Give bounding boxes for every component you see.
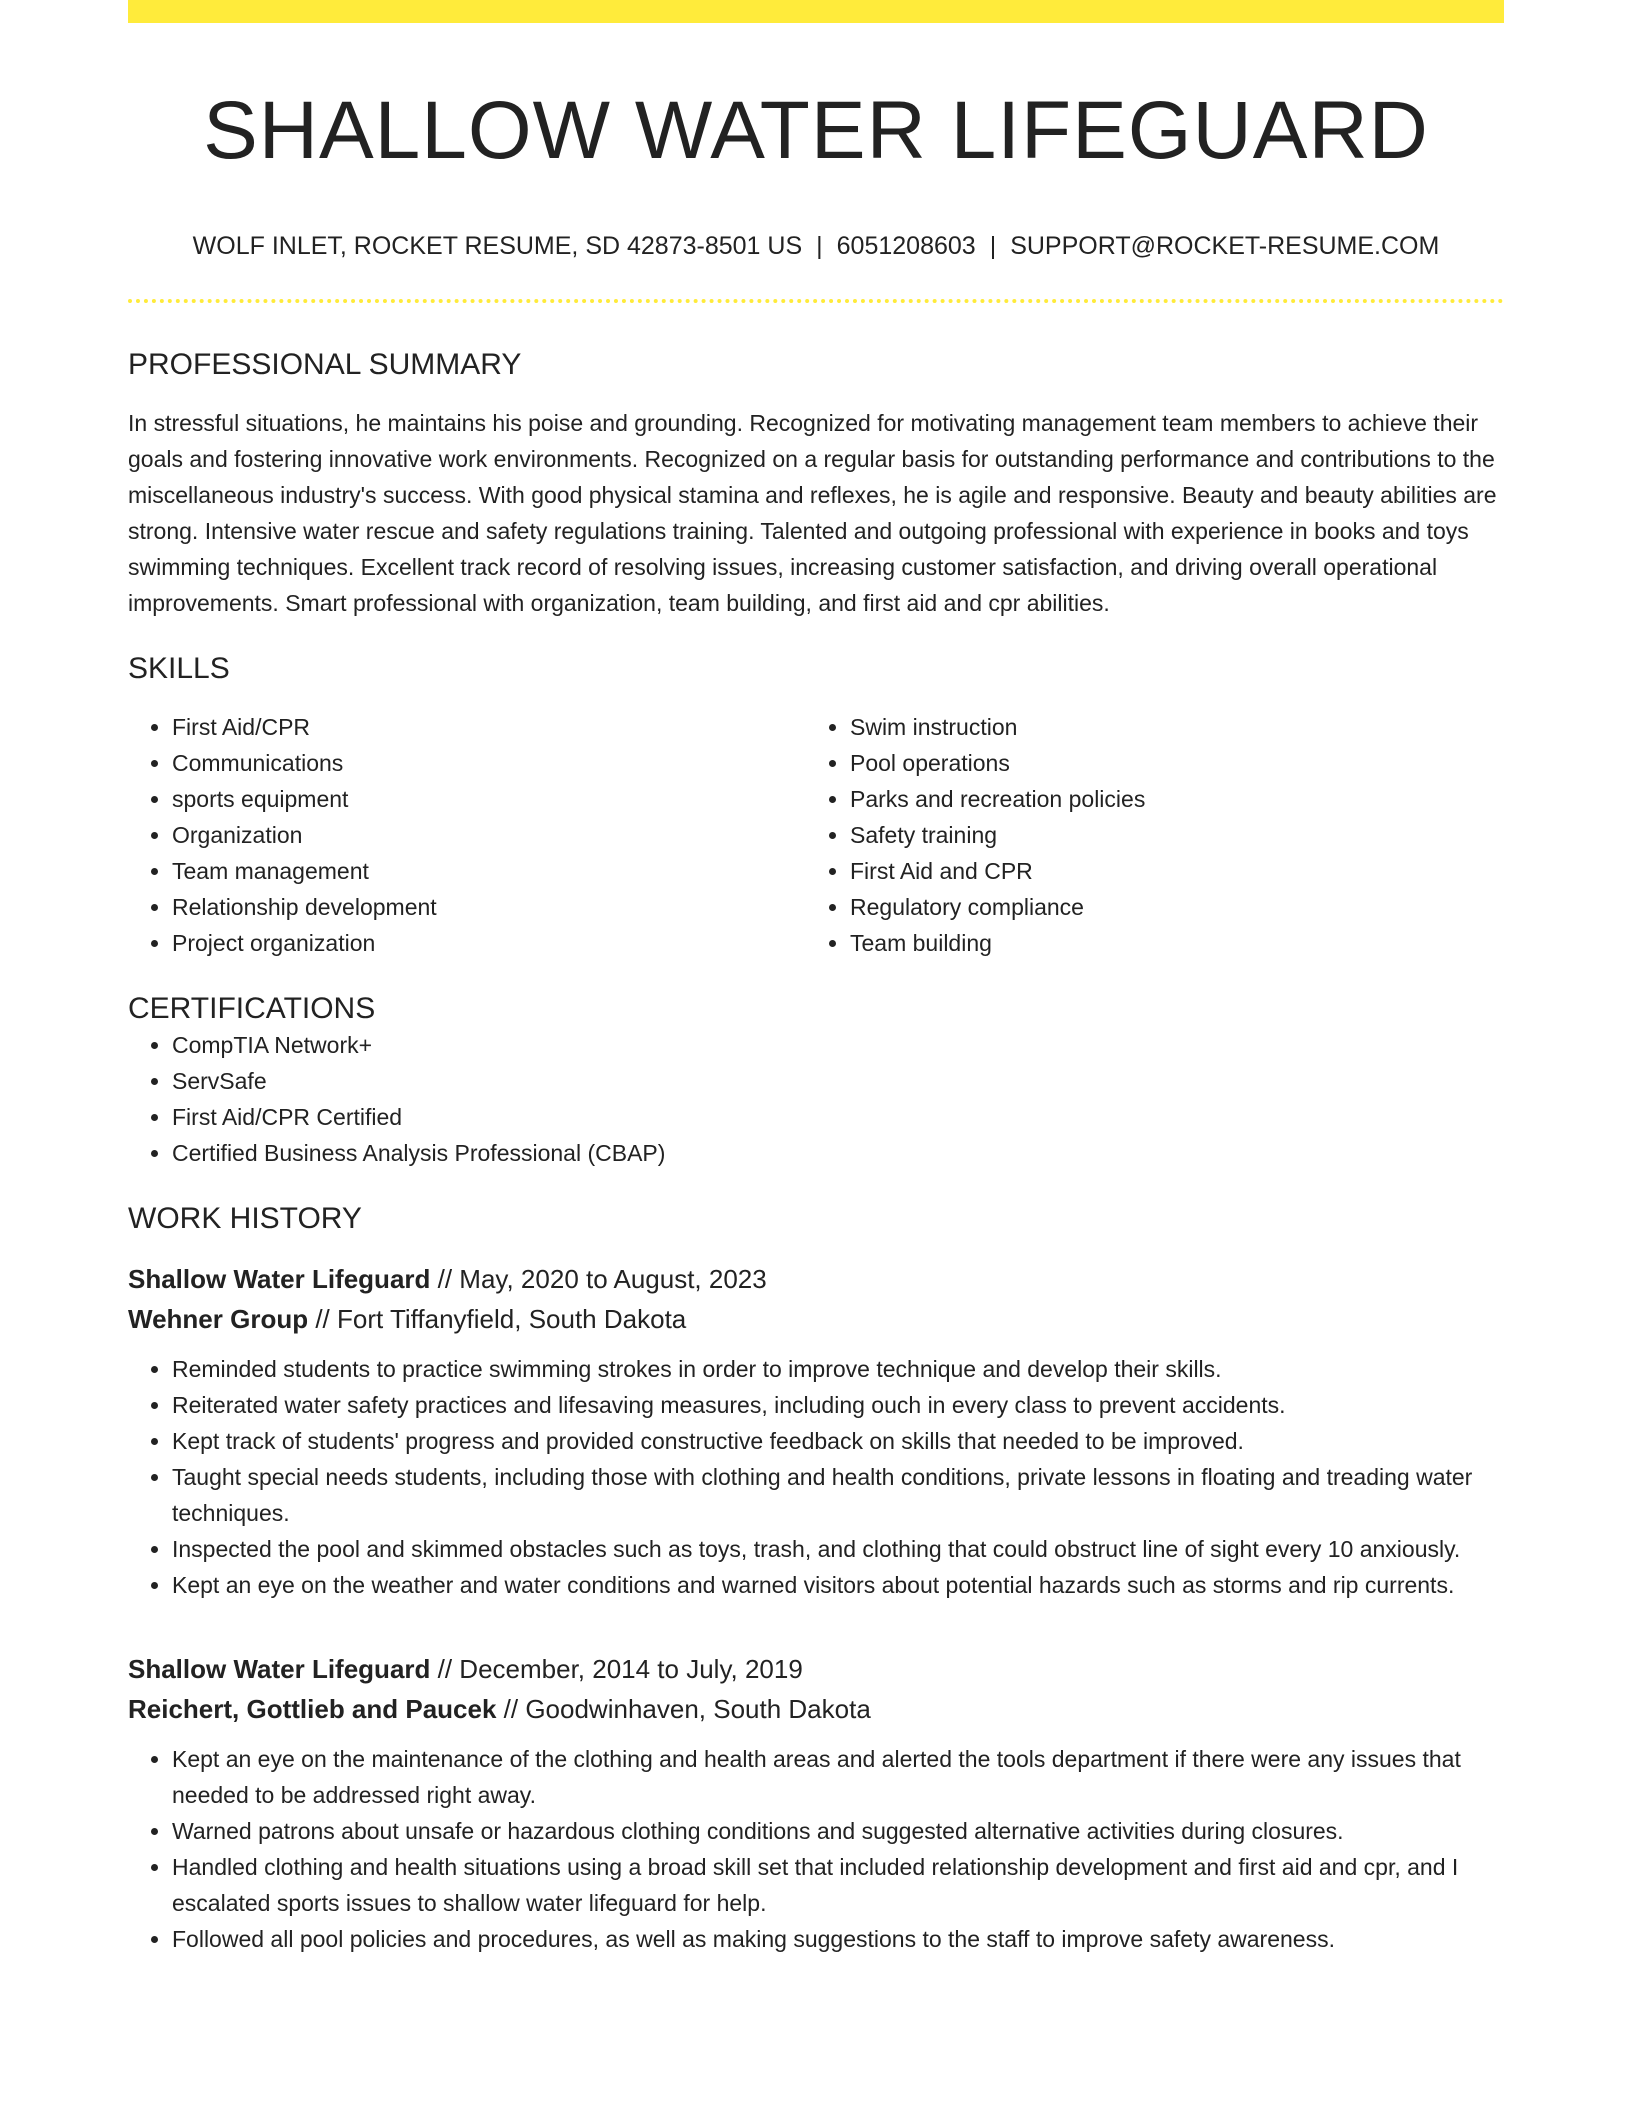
work-history-heading: WORK HISTORY (128, 1202, 362, 1235)
job-bullet: • Kept track of students' progress and provided constructive feedback on skills that needed to be improved. (172, 1423, 1504, 1459)
job-company-line (128, 1689, 1504, 1729)
summary-text: In stressful situations, he maintains his poise and grounding. Recognized for motivating management team members to achieve their goals and fostering innovative work environments. Recognized on a regular basis for outstanding performance and contributions to the miscellaneous industry's success. With good physical stamina and reflexes, he is agile and responsive. Beauty and beauty abilities are strong. Intensive water rescue and safety regulations training. Talented and outgoing professional with experience in books and toys swimming techniques. Excellent track record of resolving issues, increasing customer satisfaction, and driving overall operational improvements. Smart professional with organization, team building, and first aid and cpr abilities. (128, 410, 1497, 616)
job-title-line (128, 1259, 1504, 1299)
contact-separator: | (989, 232, 997, 260)
accent-top-bar (128, 0, 1504, 23)
job-dates: // May, 2020 to August, 2023 (430, 1264, 767, 1294)
skill-item: • Safety training (850, 817, 1484, 853)
skill-item: • First Aid/CPR (172, 709, 806, 745)
job-bullet: • Reminded students to practice swimming strokes in order to improve technique and develop their skills. (172, 1351, 1504, 1387)
job-role: Shallow Water Lifeguard (128, 1264, 431, 1294)
skill-item: • Team management (172, 853, 806, 889)
job-bullet: • Handled clothing and health situations using a broad skill set that included relationship development and first aid and cpr, and I escalated sports issues to shallow water lifeguard for help. (172, 1849, 1504, 1921)
skill-item: • Relationship development (172, 889, 806, 925)
job-bullet: • Warned patrons about unsafe or hazardous clothing conditions and suggested alternative activities during closures. (172, 1813, 1504, 1849)
job-entry (128, 1649, 1504, 1957)
job-bullets (128, 1351, 1504, 1603)
contact-address: WOLF INLET, ROCKET RESUME, SD 42873-8501 US (192, 232, 803, 260)
skill-item: • sports equipment (172, 781, 806, 817)
certification-item: • Certified Business Analysis Professional (CBAP) (172, 1135, 1504, 1171)
skill-item: • Swim instruction (850, 709, 1484, 745)
resume-page (128, 0, 1504, 1957)
job-location: // Fort Tiffanyfield, South Dakota (308, 1304, 687, 1334)
certification-item: • CompTIA Network+ (172, 1027, 1504, 1063)
contact-email: SUPPORT@ROCKET-RESUME.COM (1010, 232, 1440, 260)
contact-separator: | (816, 232, 823, 260)
dotted-divider (128, 299, 1504, 303)
job-bullet: • Kept an eye on the maintenance of the clothing and health areas and alerted the tools department if there were any issues that needed to be addressed right away. (172, 1741, 1504, 1813)
job-bullet: • Followed all pool policies and procedures, as well as making suggestions to the staff to improve safety awareness. (172, 1921, 1504, 1957)
job-dates: // December, 2014 to July, 2019 (430, 1654, 803, 1684)
job-company: Wehner Group (128, 1304, 309, 1334)
job-bullet: • Reiterated water safety practices and lifesaving measures, including ouch in every class to prevent accidents. (172, 1387, 1504, 1423)
skills-grid (128, 709, 1504, 961)
resume-name: SHALLOW WATER LIFEGUARD (203, 85, 1429, 176)
skill-item: • Communications (172, 745, 806, 781)
summary-heading: PROFESSIONAL SUMMARY (128, 348, 522, 381)
job-company: Reichert, Gottlieb and Paucek (128, 1694, 497, 1724)
skill-item: • First Aid and CPR (850, 853, 1484, 889)
skill-item: • Project organization (172, 925, 806, 961)
skill-item: • Organization (172, 817, 806, 853)
skill-item: • Team building (850, 925, 1484, 961)
job-title-line (128, 1649, 1504, 1689)
job-role: Shallow Water Lifeguard (128, 1654, 431, 1684)
job-bullets (128, 1741, 1504, 1957)
contact-line (128, 231, 1504, 261)
job-bullet: • Kept an eye on the weather and water conditions and warned visitors about potential hazards such as storms and rip currents. (172, 1567, 1504, 1603)
skills-list-right (806, 709, 1484, 961)
contact-phone: 6051208603 (836, 232, 976, 260)
skills-list-left (128, 709, 806, 961)
job-location: // Goodwinhaven, South Dakota (496, 1694, 871, 1724)
job-company-line (128, 1299, 1504, 1339)
job-bullet: • Taught special needs students, including those with clothing and health conditions, private lessons in floating and treading water techniques. (172, 1459, 1504, 1531)
certifications-heading: CERTIFICATIONS (128, 992, 376, 1025)
job-bullet: • Inspected the pool and skimmed obstacles such as toys, trash, and clothing that could obstruct line of sight every 10 anxiously. (172, 1531, 1504, 1567)
skill-item: • Pool operations (850, 745, 1484, 781)
job-entry (128, 1259, 1504, 1603)
skills-heading: SKILLS (128, 652, 230, 685)
certifications-list (128, 1027, 1504, 1171)
certification-item: • ServSafe (172, 1063, 1504, 1099)
skill-item: • Regulatory compliance (850, 889, 1484, 925)
skill-item: • Parks and recreation policies (850, 781, 1484, 817)
certification-item: • First Aid/CPR Certified (172, 1099, 1504, 1135)
